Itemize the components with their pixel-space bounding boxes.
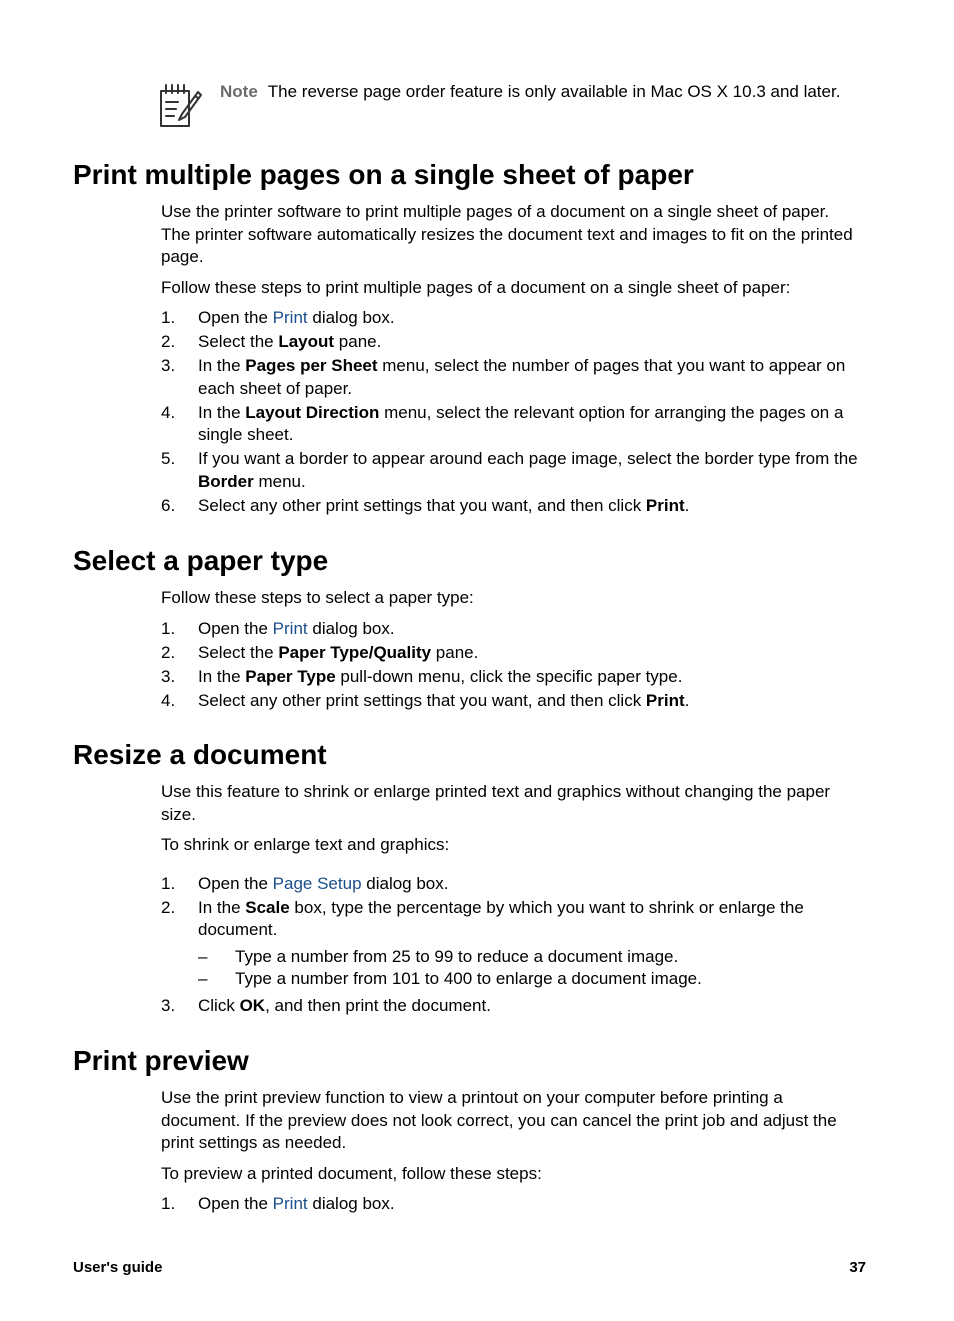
sub-list-item: – Type a number from 101 to 400 to enlarge a document image. [198,969,702,988]
list-item: 1. Open the Print dialog box. [161,1194,395,1213]
list-item: 3. In the Paper Type pull-down menu, click the specific paper type. [161,666,683,686]
list-item: 4. Select any other print settings that you want, and then click Print. [161,690,690,710]
print-link[interactable]: Print [272,308,308,327]
list-item: 3. Click OK, and then print the document. [161,995,491,1015]
list-item: 1. Open the Print dialog box. [161,308,395,327]
list-item: 1. Open the Page Setup dialog box. [161,873,449,893]
section-print-preview [161,1087,861,1217]
section-resize-document [161,781,861,1019]
heading-resize-document: Resize a document [73,739,327,770]
notepad-icon [158,82,204,130]
paragraph: Use this feature to shrink or enlarge printed text and graphics without changing the paper size. [161,782,831,824]
page-setup-link[interactable]: Page Setup [272,873,362,893]
heading-print-multiple-pages: Print multiple pages on a single sheet of paper [73,159,694,190]
heading-select-paper-type: Select a paper type [73,545,329,576]
footer-title: User's guide [73,1259,163,1276]
section-print-multiple-pages [161,201,861,519]
list-item: 2. Select the Layout pane. [161,332,382,351]
list-item: 3. In the Pages per Sheet menu, select the number of pages that you want to appear on each sheet of paper. [161,356,846,398]
note-text: The reverse page order feature is only available in Mac OS X 10.3 and later. [267,82,841,101]
section-select-paper-type [161,587,861,714]
print-link[interactable]: Print [272,1194,308,1213]
paragraph: Use the printer software to print multiple pages of a document on a single sheet of paper. The printer software automatically resizes the document text and images to fit on the printed page. [161,202,853,266]
sub-list [198,946,861,991]
list-item: 5. If you want a border to appear around each page image, select the border type from the Border menu. [161,449,858,491]
list-item: 6. Select any other print settings that you want, and then click Print. [161,495,690,515]
steps-list [161,307,861,517]
paragraph: To preview a printed document, follow these steps: [161,1163,542,1183]
steps-list [161,1193,861,1216]
note-label: Note [220,82,258,101]
steps-list [161,618,861,713]
print-link[interactable]: Print [272,618,308,638]
heading-print-preview: Print preview [73,1045,249,1076]
paragraph: Use the print preview function to view a printout on your computer before printing a document. If the preview does not look correct, you can cancel the print job and adjust the print settings as needed. [161,1088,837,1152]
paragraph: Follow these steps to print multiple pages of a document on a single sheet of paper: [161,277,791,297]
list-item: 1. Open the Print dialog box. [161,618,395,638]
paragraph: Follow these steps to select a paper type: [161,588,474,607]
list-item: 4. In the Layout Direction menu, select the relevant option for arranging the pages on a single sheet. [161,402,844,444]
paragraph: To shrink or enlarge text and graphics: [161,835,450,854]
list-item: 2. Select the Paper Type/Quality pane. [161,642,479,662]
steps-list [161,873,861,1018]
list-item: 2. In the Scale box, type the percentage by which you want to shrink or enlarge the document. – Type a number from 25 to 99 to reduce a document image. – Type a number from 101 to 400 to enlarge a document image. [161,897,861,991]
sub-list-item: – Type a number from 25 to 99 to reduce a document image. [198,946,679,966]
page-number: 37 [849,1259,866,1276]
